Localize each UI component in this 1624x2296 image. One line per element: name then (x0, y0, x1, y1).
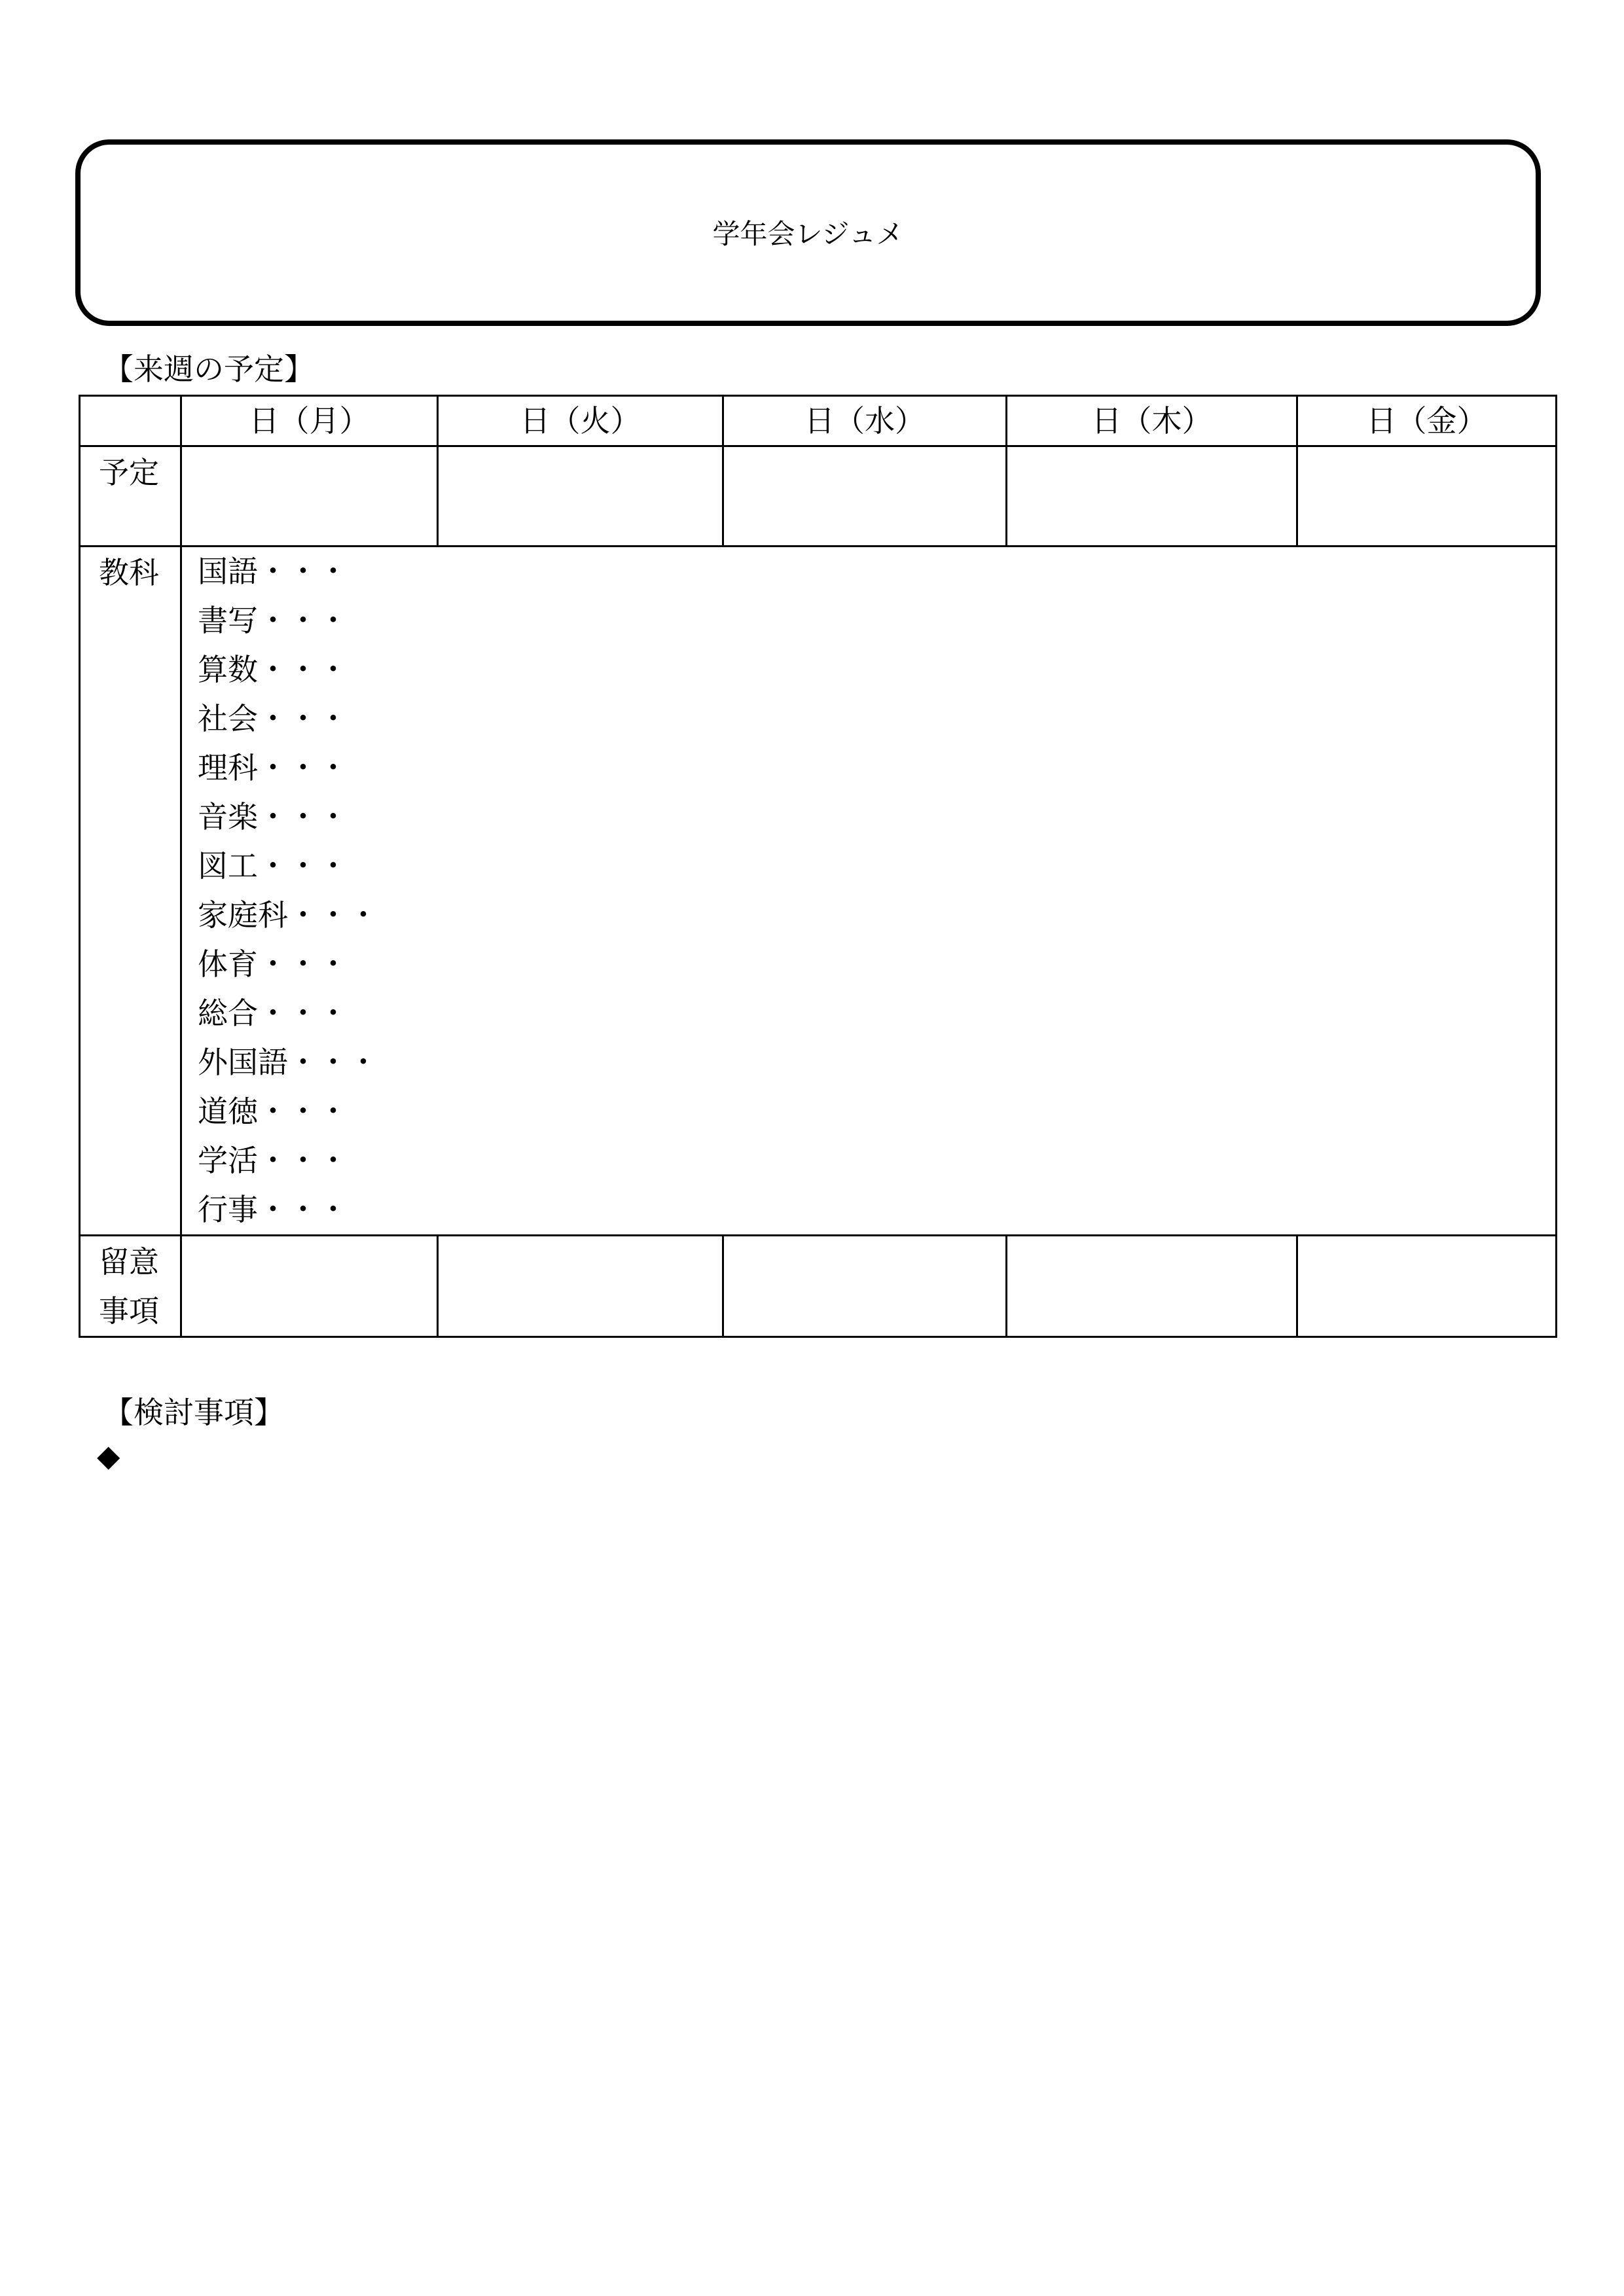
notes-cell-friday[interactable] (1297, 1236, 1557, 1337)
corner-cell (80, 396, 181, 446)
schedule-heading: 【来週の予定】 (103, 351, 314, 387)
title-box (75, 139, 1541, 326)
plan-cell-wednesday[interactable] (723, 446, 1007, 547)
subjects-cell[interactable] (181, 547, 1557, 1236)
plan-cell-friday[interactable] (1297, 446, 1557, 547)
plan-row (80, 446, 1557, 547)
subject-item: 社会・・・ (198, 701, 348, 736)
table-header-row (80, 396, 1557, 446)
subject-item: 総合・・・ (198, 996, 348, 1031)
subjects-row (80, 547, 1557, 1236)
document-title: 学年会レジュメ (712, 218, 904, 250)
notes-label-line2: 事項 (99, 1293, 159, 1329)
weekly-schedule-table (79, 395, 1557, 1338)
subject-item: 音楽・・・ (198, 799, 348, 834)
subject-item: 学活・・・ (198, 1143, 348, 1178)
day-header-tuesday: 日（火） (438, 396, 723, 446)
notes-cell-monday[interactable] (181, 1236, 438, 1337)
notes-cell-tuesday[interactable] (438, 1236, 723, 1337)
subject-item: 書写・・・ (198, 603, 348, 638)
day-header-monday: 日（月） (181, 396, 438, 446)
subject-item: 家庭科・・・ (198, 897, 378, 933)
subject-item: 図工・・・ (198, 848, 348, 884)
subject-item: 外国語・・・ (198, 1045, 378, 1080)
subject-item: 行事・・・ (198, 1192, 348, 1227)
plan-row-label (80, 446, 181, 547)
diamond-bullet-icon: ◆ (97, 1438, 120, 1473)
subject-item: 道徳・・・ (198, 1094, 348, 1129)
day-header-thursday: 日（木） (1007, 396, 1297, 446)
plan-label: 予定 (99, 455, 159, 490)
notes-row-label (80, 1236, 181, 1337)
notes-label-line1: 留意 (99, 1244, 159, 1280)
subjects-label: 教科 (99, 555, 159, 590)
day-header-friday: 日（金） (1297, 396, 1557, 446)
subject-item: 国語・・・ (198, 554, 348, 589)
notes-cell-thursday[interactable] (1007, 1236, 1297, 1337)
notes-cell-wednesday[interactable] (723, 1236, 1007, 1337)
discussion-heading: 【検討事項】 (103, 1395, 284, 1430)
plan-cell-thursday[interactable] (1007, 446, 1297, 547)
day-header-wednesday: 日（水） (723, 396, 1007, 446)
subjects-row-label (80, 547, 181, 1236)
plan-cell-monday[interactable] (181, 446, 438, 547)
subject-item: 理科・・・ (198, 750, 348, 785)
discussion-bullet-item[interactable] (97, 1437, 120, 1474)
subject-item: 算数・・・ (198, 652, 348, 687)
subject-item: 体育・・・ (198, 946, 348, 982)
plan-cell-tuesday[interactable] (438, 446, 723, 547)
notes-row (80, 1236, 1557, 1337)
